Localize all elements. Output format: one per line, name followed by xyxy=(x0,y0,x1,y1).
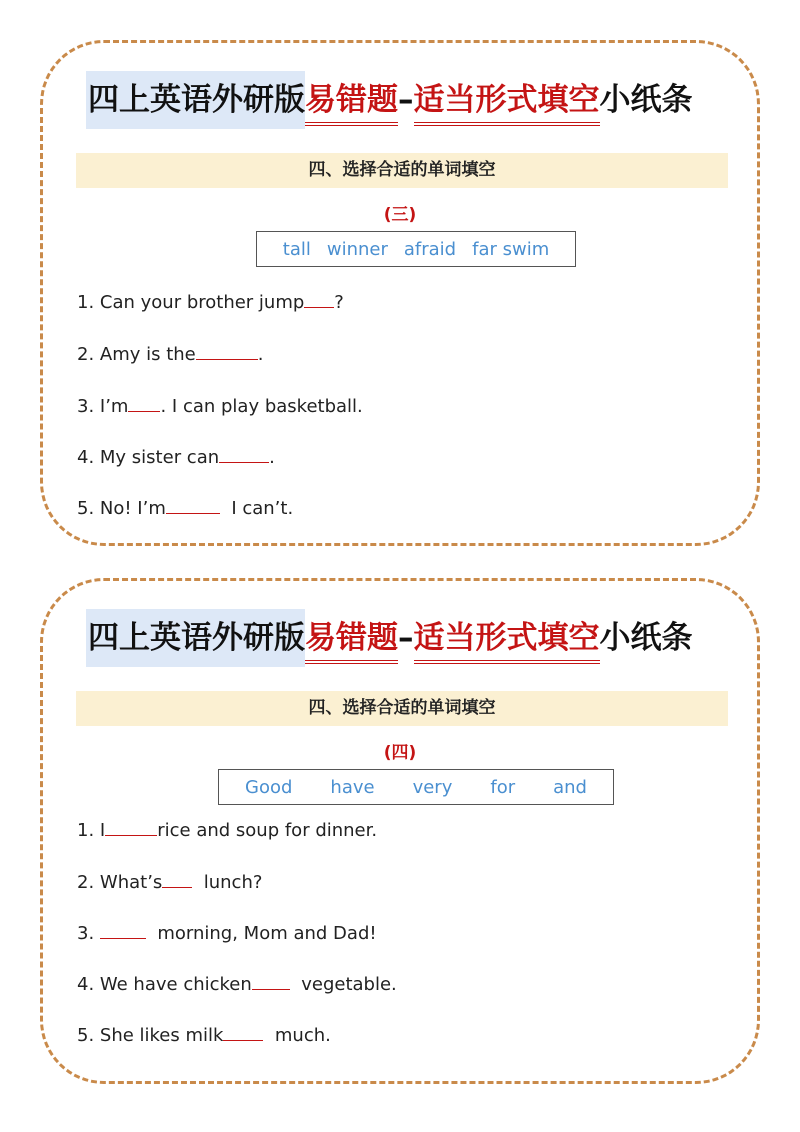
question-text: 3. xyxy=(77,923,100,944)
title-part-2: 易错题 xyxy=(305,616,398,664)
question-text: 3. I’m xyxy=(77,396,129,417)
question-text: ? xyxy=(334,292,344,313)
title-dash: – xyxy=(398,620,414,656)
question-text: lunch? xyxy=(192,872,263,893)
answer-blank[interactable] xyxy=(166,497,220,514)
worksheet-card-2 xyxy=(40,578,760,1084)
answer-blank[interactable] xyxy=(223,1024,263,1041)
question-4 xyxy=(77,446,275,468)
answer-blank[interactable] xyxy=(304,291,334,308)
answer-blank[interactable] xyxy=(100,922,146,939)
word-bank-item: afraid xyxy=(403,238,457,260)
question-text: . I can play basketball. xyxy=(160,396,363,417)
question-text: . xyxy=(257,344,264,365)
question-text: 2. Amy is the xyxy=(77,344,196,365)
question-3 xyxy=(77,395,363,417)
answer-blank[interactable] xyxy=(105,819,157,836)
question-5 xyxy=(77,1024,331,1046)
word-bank-item: and xyxy=(553,776,587,798)
worksheet-card-1 xyxy=(40,40,760,546)
answer-blank[interactable] xyxy=(128,395,160,412)
title-part-3: 适当形式填空 xyxy=(414,78,600,126)
subsection-label: (四) xyxy=(383,743,417,763)
question-2 xyxy=(77,871,262,893)
section-heading: 四、选择合适的单词填空 xyxy=(76,153,728,188)
word-bank-item: for xyxy=(490,776,516,798)
answer-blank[interactable] xyxy=(162,871,192,888)
question-text: 5. She likes milk xyxy=(77,1025,224,1046)
question-text: vegetable. xyxy=(289,974,397,995)
question-text: much. xyxy=(263,1025,331,1046)
title-part-2: 易错题 xyxy=(305,78,398,126)
question-5 xyxy=(77,497,293,519)
word-bank-item: Good xyxy=(245,776,293,798)
question-4 xyxy=(77,973,397,995)
card-title xyxy=(86,71,720,129)
question-1 xyxy=(77,819,377,841)
title-dash: – xyxy=(398,82,414,118)
card-title xyxy=(86,609,720,667)
word-bank xyxy=(256,231,576,267)
question-text: morning, Mom and Dad! xyxy=(145,923,377,944)
title-part-4: 小纸条 xyxy=(599,620,693,656)
title-part-3: 适当形式填空 xyxy=(414,616,600,664)
question-2 xyxy=(77,343,264,365)
question-text: 4. We have chicken xyxy=(77,974,252,995)
word-bank-item: tall xyxy=(282,238,311,260)
title-part-1: 四上英语外研版 xyxy=(86,609,305,667)
word-bank-item: very xyxy=(412,776,453,798)
question-text: rice and soup for dinner. xyxy=(157,820,378,841)
section-heading: 四、选择合适的单词填空 xyxy=(76,691,728,726)
answer-blank[interactable] xyxy=(196,343,258,360)
question-text: 5. No! I’m xyxy=(77,498,166,519)
answer-blank[interactable] xyxy=(252,973,290,990)
answer-blank[interactable] xyxy=(219,446,269,463)
question-text: 4. My sister can xyxy=(77,447,220,468)
question-text: 1. Can your brother jump xyxy=(77,292,305,313)
question-3 xyxy=(77,922,377,944)
word-bank-item: far swim xyxy=(472,238,550,260)
subsection-label: (三) xyxy=(383,205,417,225)
question-text: 1. I xyxy=(77,820,106,841)
title-part-1: 四上英语外研版 xyxy=(86,71,305,129)
question-text: I can’t. xyxy=(219,498,294,519)
question-text: . xyxy=(269,447,275,468)
word-bank-item: winner xyxy=(326,238,388,260)
title-part-4: 小纸条 xyxy=(599,82,693,118)
word-bank xyxy=(218,769,614,805)
question-1 xyxy=(77,291,344,313)
question-text: 2. What’s xyxy=(77,872,163,893)
word-bank-item: have xyxy=(330,776,375,798)
